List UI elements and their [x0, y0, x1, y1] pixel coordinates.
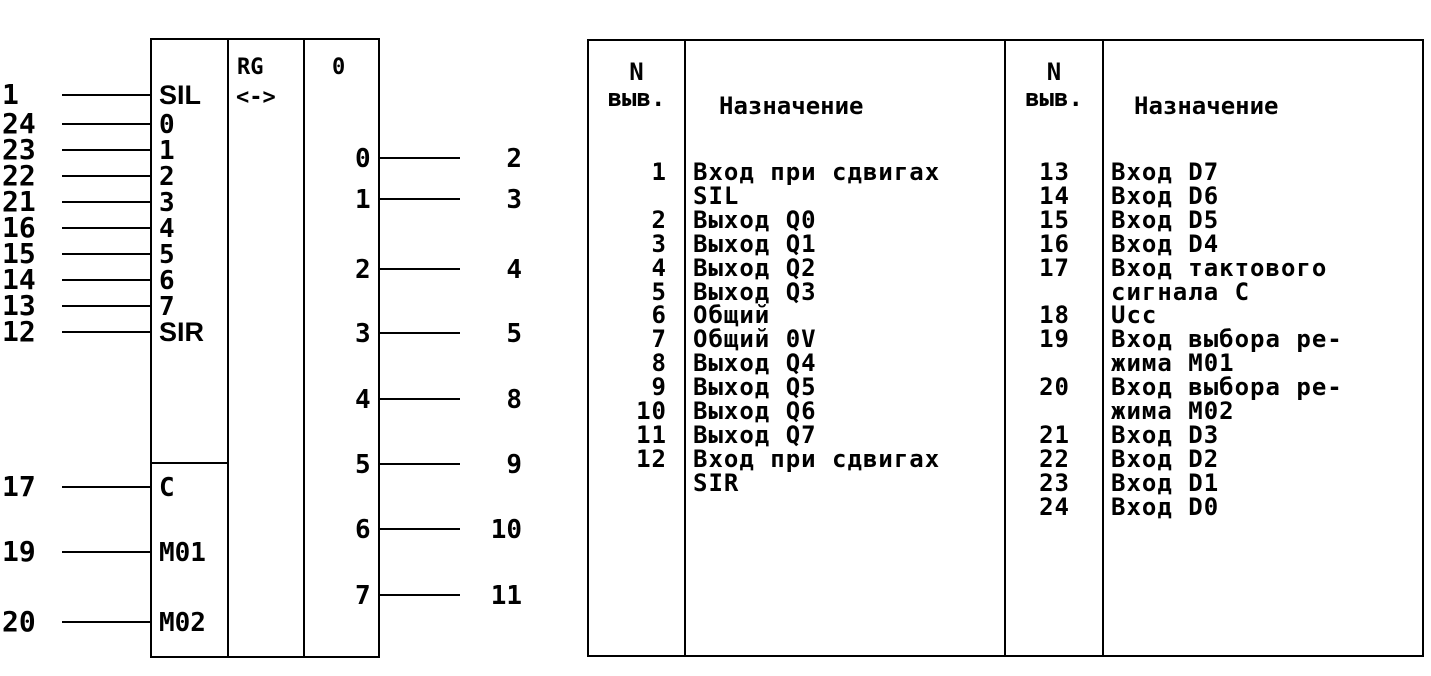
pin-signal: 3 [159, 188, 175, 218]
pin-signal: 2 [355, 255, 371, 285]
pin-number: 20 [2, 605, 36, 638]
pin-signal: 4 [355, 385, 371, 415]
pin-signal: 2 [159, 162, 175, 192]
pin-number: 3 [506, 185, 522, 215]
left-pins [2, 78, 206, 638]
pin-number: 2 [506, 144, 522, 174]
chip-output-label: 0 [332, 55, 346, 80]
left-pin-descriptions: Вход при сдвигах SIL Выход Q0 Выход Q1 Выход Q2 Выход Q3 Общий Общий 0V Выход Q4 Выход Q5 Выход Q6 Выход Q7 Вход при сдвигах SIR [693, 158, 941, 497]
pin-signal: 0 [159, 110, 175, 140]
pin-number: 13 [2, 289, 36, 322]
pin-signal: 5 [159, 240, 175, 270]
pin-number: 21 [2, 185, 36, 218]
pin-number: 1 [2, 78, 19, 111]
pin-signal: SIR [159, 317, 205, 347]
pin-signal: 3 [355, 319, 371, 349]
pin-number: 14 [2, 263, 36, 296]
pin-signal: 6 [355, 515, 371, 545]
pin-signal: 7 [355, 581, 371, 611]
header-pin-number-2: N выв. [1025, 58, 1083, 112]
pin-signal: C [159, 473, 175, 503]
table-divider [684, 41, 686, 655]
right-pins [355, 144, 522, 611]
pin-number: 5 [506, 319, 522, 349]
pin-signal: 4 [159, 214, 175, 244]
header-purpose-1: Назначение [719, 92, 864, 120]
pin-number: 22 [2, 159, 36, 192]
pin-signal: 5 [355, 450, 371, 480]
pin-number: 12 [2, 315, 36, 348]
pin-number: 16 [2, 211, 36, 244]
pin-signal: 7 [159, 292, 175, 322]
pin-signal: SIL [159, 80, 202, 110]
pin-signal: M02 [159, 608, 206, 638]
pin-number: 10 [490, 515, 522, 545]
pin-number: 4 [506, 255, 522, 285]
pin-number: 9 [506, 450, 522, 480]
right-pin-numbers: 13 14 15 16 17 18 19 20 21 22 23 24 [1039, 158, 1070, 521]
pin-signal: 1 [355, 185, 371, 215]
chip-symbol [0, 0, 560, 676]
left-pin-numbers: 1 2 3 4 5 6 7 8 9 10 11 12 [636, 158, 667, 473]
right-pin-descriptions: Вход D7 Вход D6 Вход D5 Вход D4 Вход тактового сигнала C Ucc Вход выбора ре- жима M01 Вход выбора ре- жима M02 Вход D3 Вход D2 Вход D1 Вход D0 [1111, 158, 1343, 521]
pin-number: 23 [2, 133, 36, 166]
pin-signal: 6 [159, 266, 175, 296]
chip-function-label: RG [237, 55, 264, 80]
pin-number: 11 [490, 581, 522, 611]
pin-number: 24 [2, 107, 36, 140]
header-pin-number-1: N выв. [607, 58, 666, 112]
table-divider [1102, 41, 1104, 655]
pin-signal: 0 [355, 144, 371, 174]
pin-number: 8 [506, 385, 522, 415]
pin-signal: M01 [159, 538, 206, 568]
header-purpose-2: Назначение [1134, 92, 1279, 120]
pin-number: 15 [2, 237, 36, 270]
table-divider [1004, 41, 1006, 655]
chip-direction-label: <-> [236, 85, 276, 110]
pin-signal: 1 [159, 136, 175, 166]
pin-assignment-table [587, 39, 1424, 657]
pin-number: 17 [2, 470, 36, 503]
pin-number: 19 [2, 535, 36, 568]
